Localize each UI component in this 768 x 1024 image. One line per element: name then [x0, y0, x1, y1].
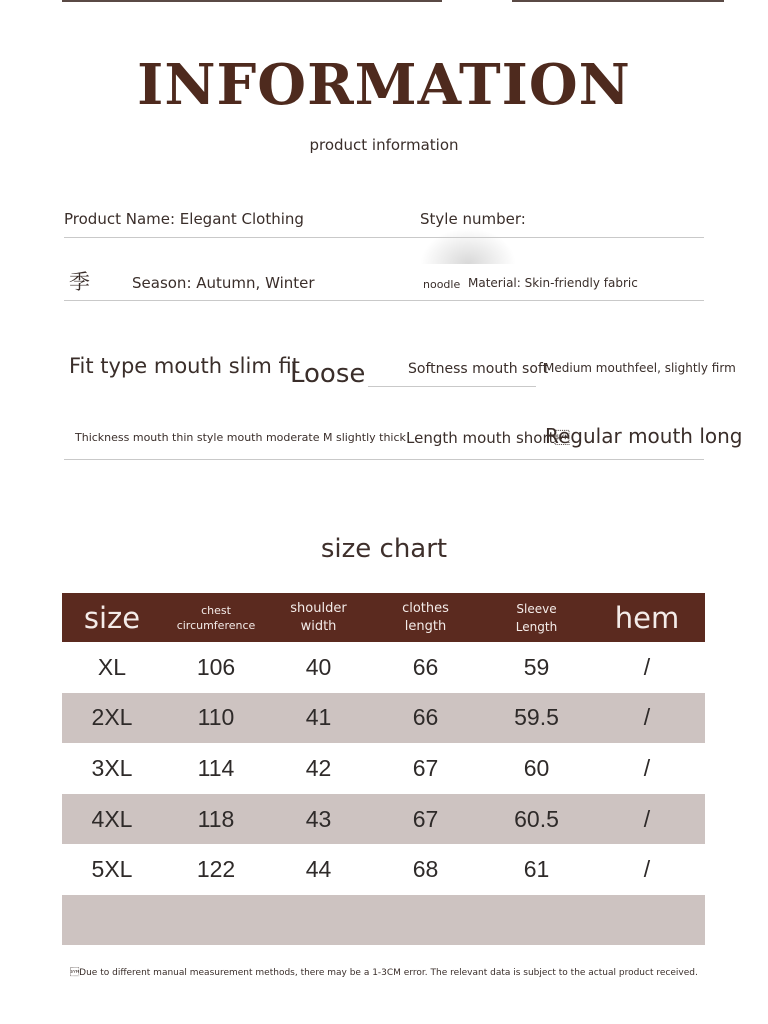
softness-value: Medium mouthfeel, slightly firm: [544, 361, 736, 375]
cell-hem: /: [589, 693, 705, 744]
empty-cell: [62, 895, 705, 945]
table-row: [62, 743, 705, 794]
cell-clothes-length: 68: [412, 856, 439, 883]
header-sleeve-length: [484, 593, 589, 642]
header-sleeve-line1: Sleeve: [516, 601, 557, 616]
cell-clothes-length: 66: [412, 653, 439, 680]
measurement-note: Due to different manual measurement methods, there may be a 1-3CM error. The relevant data is subject to the actual product received.: [70, 968, 698, 978]
size-table: [62, 593, 705, 945]
cell-sleeve-length: 59.5: [484, 693, 589, 744]
cell-shoulder: 42: [305, 754, 332, 781]
header-shoulder: [270, 593, 367, 642]
softness-label: Softness mouth soft: [408, 361, 549, 377]
cell-size: XL: [97, 653, 127, 680]
cell-shoulder: 40: [305, 653, 332, 680]
header-shoulder-line2: width: [300, 618, 337, 634]
cell-sleeve-length: 59: [523, 653, 550, 680]
cell-chest: 114: [197, 754, 235, 781]
cell-hem: /: [643, 754, 651, 781]
top-border-right: [512, 0, 724, 2]
cell-sleeve-length: 60: [523, 754, 550, 781]
divider-4: [64, 459, 704, 460]
header-size: size: [62, 593, 162, 642]
cell-sleeve-length: 60.5: [484, 794, 589, 845]
table-row: [62, 642, 705, 693]
cell-size: 5XL: [91, 856, 133, 883]
cell-clothes-length: 67: [367, 794, 484, 845]
season: Season: Autumn, Winter: [132, 274, 315, 292]
cell-shoulder: 43: [270, 794, 367, 845]
thickness: Thickness mouth thin style mouth moderate M slightly thick: [75, 431, 406, 444]
fit-type-label: Fit type mouth slim fit: [69, 354, 300, 378]
header-clothes-line1: clothes: [402, 600, 449, 616]
header-chest: [162, 593, 270, 642]
length-value: Regular mouth long: [545, 424, 743, 448]
cell-clothes-length: 67: [412, 754, 439, 781]
product-name: Product Name: Elegant Clothing: [64, 210, 304, 228]
header-hem: hem: [589, 593, 705, 642]
material: Material: Skin-friendly fabric: [468, 276, 638, 290]
material-prefix: noodle: [423, 278, 461, 291]
table-row: [62, 844, 705, 895]
header-chest-line2: circumference: [176, 618, 256, 632]
cell-shoulder: 44: [305, 856, 332, 883]
season-icon: 季: [69, 270, 90, 294]
size-table-header: [62, 593, 705, 642]
cell-chest: 122: [196, 856, 236, 883]
table-row-empty: [62, 895, 705, 945]
divider-2: [64, 300, 704, 301]
page-title: INFORMATION: [137, 52, 631, 118]
cell-chest: 110: [162, 693, 270, 744]
cell-clothes-length: 66: [367, 693, 484, 744]
cell-shoulder: 41: [270, 693, 367, 744]
header-clothes-length: [367, 593, 484, 642]
header-clothes-line2: length: [404, 618, 447, 634]
cell-hem: /: [589, 794, 705, 845]
fit-type-value: Loose: [290, 359, 366, 389]
cell-size: 4XL: [62, 794, 162, 845]
cell-chest: 118: [162, 794, 270, 845]
length-label: Length mouth short: [406, 429, 570, 447]
cell-hem: /: [643, 653, 651, 680]
cell-size: 3XL: [91, 754, 133, 781]
page-subtitle: product information: [309, 136, 459, 154]
size-chart-title: size chart: [320, 534, 448, 564]
top-border-left: [62, 0, 442, 2]
table-row: [62, 794, 705, 845]
table-row: [62, 693, 705, 744]
header-sleeve-line2: Length: [515, 619, 558, 634]
header-shoulder-line1: shoulder: [290, 600, 347, 616]
divider-3: [368, 386, 536, 387]
cell-sleeve-length: 61: [523, 856, 550, 883]
cell-hem: /: [643, 856, 651, 883]
header-chest-line1: chest: [201, 603, 231, 617]
decorative-blur: [420, 228, 516, 264]
divider-1: [64, 237, 704, 238]
style-number: Style number:: [420, 210, 526, 228]
cell-size: 2XL: [62, 693, 162, 744]
cell-chest: 106: [196, 653, 236, 680]
